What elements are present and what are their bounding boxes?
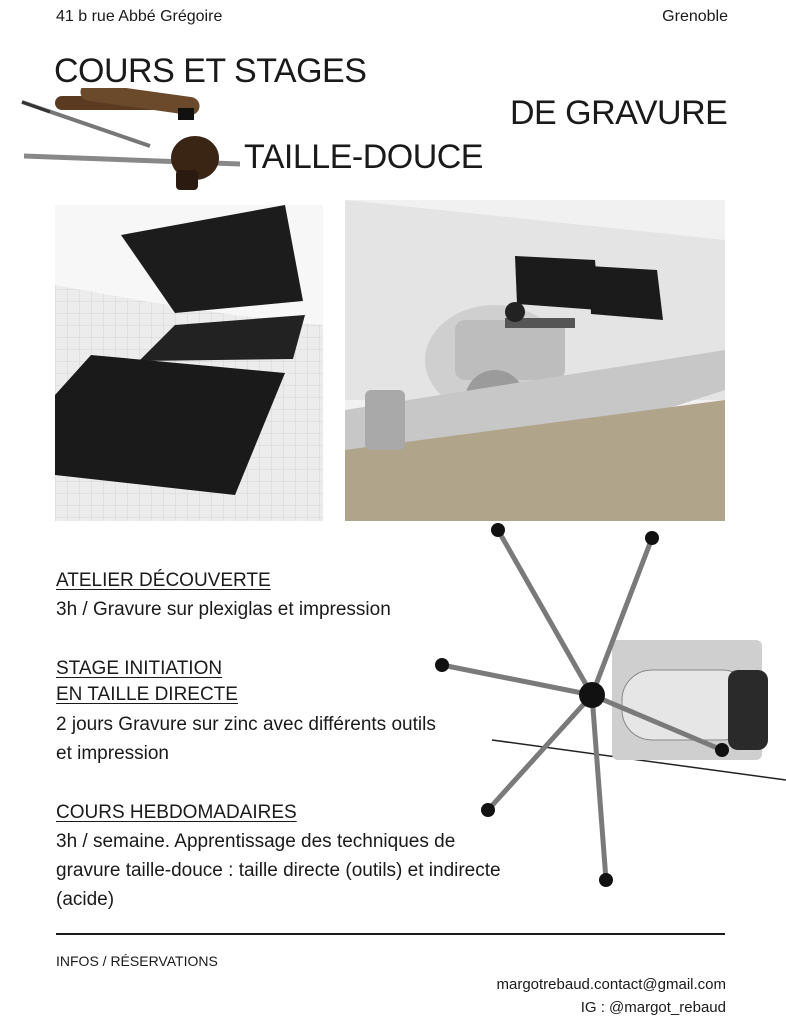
- section-title-stage: [56, 656, 316, 708]
- contact-email[interactable]: margotrebaud.contact@gmail.com: [496, 976, 726, 993]
- section-body-stage-line-1: 2 jours Gravure sur zinc avec différents outils: [56, 714, 436, 735]
- address: 41 b rue Abbé Grégoire: [56, 8, 223, 25]
- section-body-atelier: 3h / Gravure sur plexiglas et impression: [56, 599, 391, 620]
- infos-label: INFOS / RÉSERVATIONS: [56, 953, 218, 969]
- title-line-1: COURS ET STAGES: [54, 52, 367, 90]
- title-line-3: TAILLE-DOUCE: [244, 138, 483, 176]
- section-body-stage-line-2: et impression: [56, 743, 169, 764]
- instagram-handle[interactable]: IG : @margot_rebaud: [580, 999, 726, 1016]
- section-body-cours-line-2: gravure taille-douce : taille directe (outils) et indirecte: [56, 860, 501, 881]
- section-body-stage: [56, 710, 516, 768]
- section-body-cours-line-1: 3h / semaine. Apprentissage des techniques de: [56, 831, 456, 852]
- engraving-tools-image: [10, 88, 250, 198]
- city: Grenoble: [662, 8, 728, 25]
- press-detail-photo: [345, 200, 725, 521]
- section-title-cours: COURS HEBDOMADAIRES: [56, 802, 297, 823]
- footer-divider: [56, 933, 725, 935]
- prints-photo: [55, 205, 323, 521]
- title-line-2: DE GRAVURE: [510, 94, 728, 132]
- section-title-stage-line-1: STAGE INITIATION: [56, 658, 223, 679]
- section-title-atelier: ATELIER DÉCOUVERTE: [56, 570, 271, 591]
- section-title-stage-line-2: EN TAILLE DIRECTE: [56, 684, 238, 705]
- section-body-cours: [56, 827, 576, 914]
- section-body-cours-line-3: (acide): [56, 889, 115, 910]
